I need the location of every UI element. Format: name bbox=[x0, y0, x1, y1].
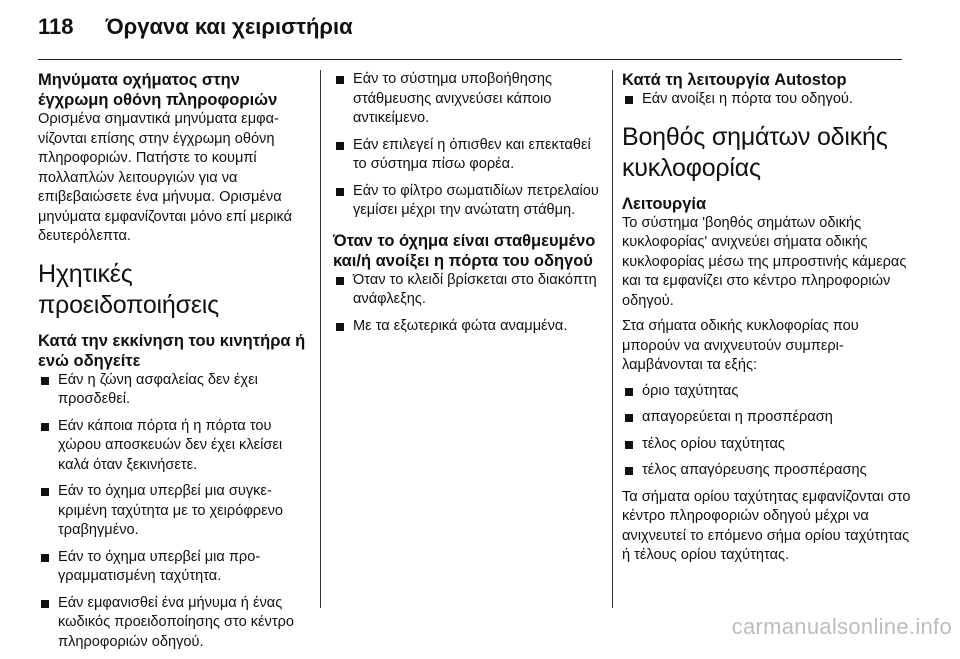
watermark: carmanualsonline.info bbox=[731, 614, 952, 639]
list-engine-start bbox=[38, 371, 306, 653]
column-3 bbox=[622, 70, 912, 572]
list-item: Εάν το όχημα υπερβεί μια προγραμματισμένη ταχύτητα. bbox=[38, 548, 306, 587]
page-title: Όργανα και χειριστήρια bbox=[105, 14, 353, 39]
bullet-icon bbox=[625, 441, 633, 449]
page-number: 118 bbox=[38, 14, 74, 39]
bullet-icon bbox=[625, 467, 633, 475]
list-autostop bbox=[622, 90, 912, 110]
list-item: Με τα εξωτερικά φώτα αναμμένα. bbox=[333, 317, 603, 337]
list-item: Εάν το σύστημα υποβοήθησης στάθμευσης ανιχνεύσει κάποιο αντικείμενο. bbox=[333, 70, 603, 129]
paragraph-function: Το σύστημα 'βοηθός σημάτων οδικής κυκλοφορίας' ανιχνεύει σήματα οδικής κυκλοφορίας μέσω της μπροστινής κάμερας και τα εμφανίζει στο κέντρο πληροφοριών οδηγού. bbox=[622, 214, 907, 309]
bullet-icon bbox=[625, 96, 633, 104]
bullet-icon bbox=[41, 488, 49, 496]
bullet-icon bbox=[336, 277, 344, 285]
bullet-icon bbox=[41, 377, 49, 385]
list-item: Εάν ανοίξει η πόρτα του οδηγού. bbox=[622, 90, 912, 110]
list-engine-start-continued bbox=[333, 70, 603, 221]
heading-autostop: Κατά τη λειτουργία Autostop bbox=[622, 71, 847, 89]
paragraph-detected-signs: Στα σήματα οδικής κυκλοφορίας που μπορούν να ανιχνευτούν συμπεριλαμβάνονται τα εξής: bbox=[622, 318, 859, 373]
column-divider-1 bbox=[320, 70, 321, 608]
heading-audible-warnings: Ηχητικές προειδοποιήσεις bbox=[38, 259, 219, 319]
list-signs bbox=[622, 382, 912, 481]
paragraph-speed-limit-display: Τα σήματα ορίου ταχύτητας εμφανίζονται στο κέντρο πληροφοριών οδηγού μέχρι να ανιχνευτεί το επόμενο σήμα ορίου ταχύτητας ή τέλους ορίου ταχύτητας. bbox=[622, 488, 911, 563]
column-1 bbox=[38, 70, 306, 659]
list-item: Εάν η ζώνη ασφαλείας δεν έχει προσδεθεί. bbox=[38, 371, 306, 410]
list-item: Εάν το όχημα υπερβεί μια συγκεκριμένη ταχύτητα με το χειρόφρενο τραβηγμένο. bbox=[38, 482, 306, 541]
heading-parked: Όταν το όχημα είναι σταθμευμένο και/ή ανοίξει η πόρτα του οδηγού bbox=[333, 231, 596, 270]
list-item: Εάν επιλεγεί η όπισθεν και επεκταθεί το σύστημα πίσω φορέα. bbox=[333, 136, 603, 175]
list-item: Εάν το φίλτρο σωματιδίων πετρελαίου γεμίσει μέχρι την ανώτατη στάθμη. bbox=[333, 182, 603, 221]
bullet-icon bbox=[336, 323, 344, 331]
list-item: Εάν κάποια πόρτα ή η πόρτα του χώρου αποσκευών δεν έχει κλείσει καλά όταν ξεκινήσετε. bbox=[38, 417, 306, 476]
bullet-icon bbox=[336, 142, 344, 150]
bullet-icon bbox=[336, 188, 344, 196]
heading-traffic-sign-assistant: Βοηθός σημάτων οδικής κυκλοφορίας bbox=[622, 122, 888, 182]
list-item: Όταν το κλειδί βρίσκεται στο διακόπτη ανάφλεξης. bbox=[333, 271, 603, 310]
list-parked bbox=[333, 271, 603, 337]
list-item: όριο ταχύτητας bbox=[622, 382, 912, 402]
bullet-icon bbox=[336, 76, 344, 84]
list-item: Εάν εμφανισθεί ένα μήνυμα ή ένας κωδικός προειδοποίησης στο κέντρο πληροφοριών οδηγού. bbox=[38, 594, 306, 653]
heading-vehicle-messages: Μηνύματα οχήματος στην έγχρωμη οθόνη πληροφοριών bbox=[38, 71, 278, 109]
bullet-icon bbox=[41, 423, 49, 431]
list-item: τέλος ορίου ταχύτητας bbox=[622, 435, 912, 455]
bullet-icon bbox=[41, 600, 49, 608]
header-rule bbox=[38, 59, 902, 60]
heading-engine-start: Κατά την εκκίνηση του κινητήρα ή ενώ οδηγείτε bbox=[38, 331, 306, 370]
bullet-icon bbox=[625, 414, 633, 422]
bullet-icon bbox=[41, 554, 49, 562]
page-header bbox=[38, 14, 902, 48]
list-item: απαγορεύεται η προσπέραση bbox=[622, 408, 912, 428]
heading-function: Λειτουργία bbox=[622, 194, 707, 213]
column-divider-2 bbox=[612, 70, 613, 608]
paragraph-vehicle-messages: Ορισμένα σημαντικά μηνύματα εμφανίζονται επίσης στην έγχρωμη οθόνη πληροφοριών. Πατήστε το κουμπί πολλαπλών λειτουργιών για να επιβεβαιώσετε ένα μήνυμα. Ορισμένα μηνύματα εμφανίζονται μόνο επί μερικά δευτερόλεπτα. bbox=[38, 111, 293, 244]
list-item: τέλος απαγόρευσης προσπέρασης bbox=[622, 461, 912, 481]
bullet-icon bbox=[625, 388, 633, 396]
column-2 bbox=[333, 70, 603, 343]
